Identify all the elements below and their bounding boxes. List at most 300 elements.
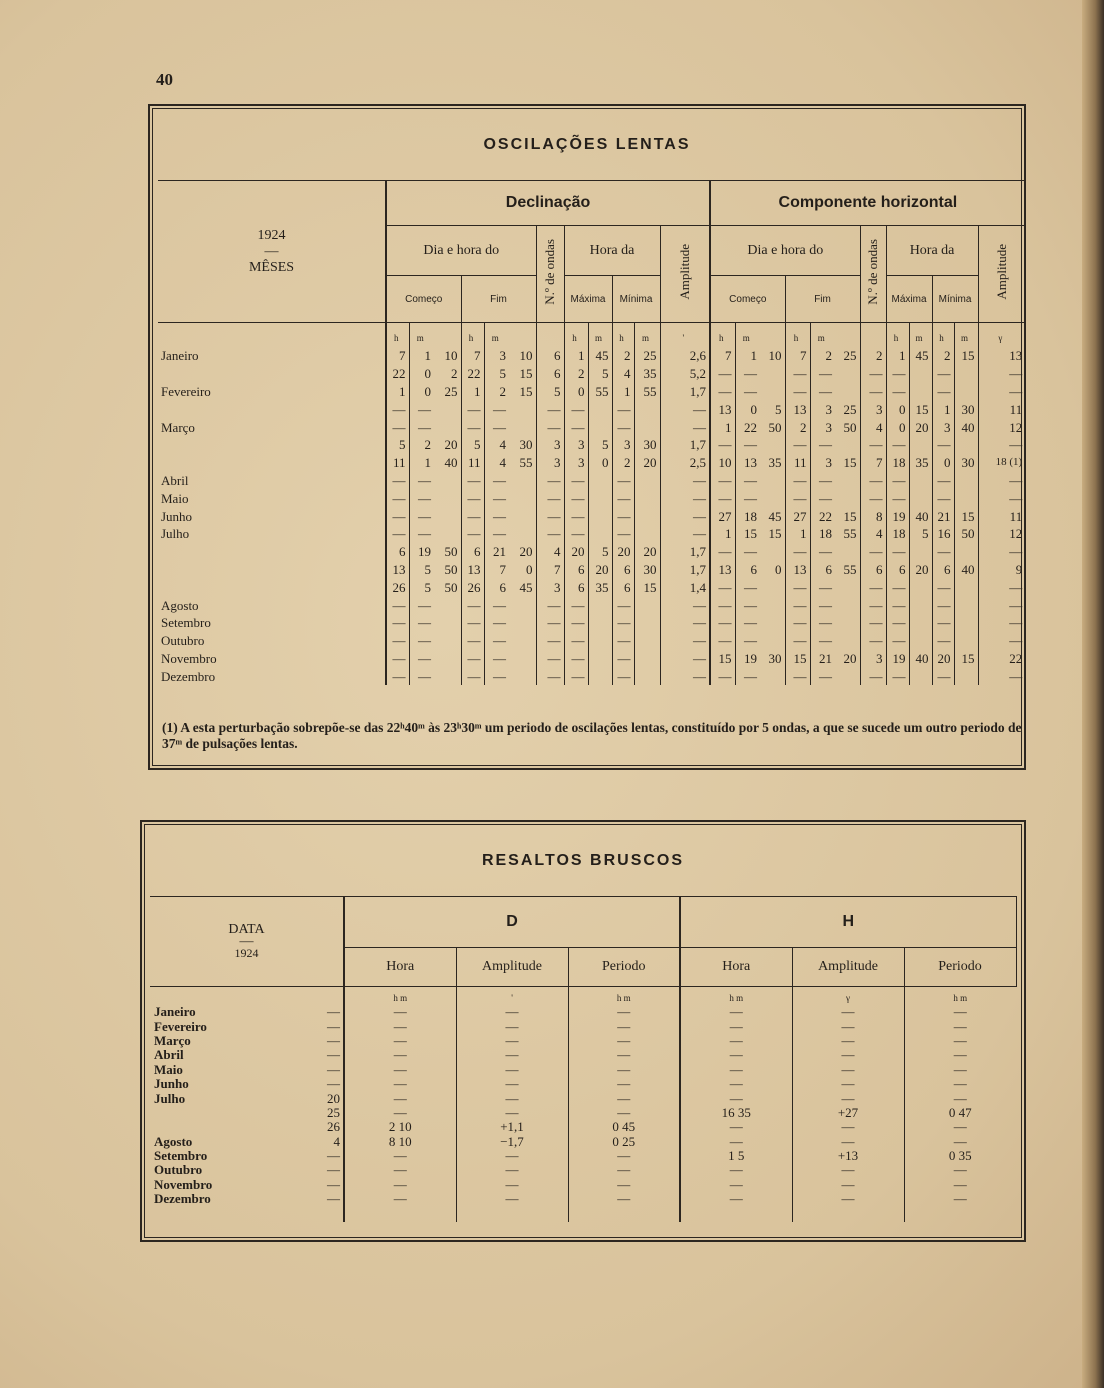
data-cell: 15 <box>843 508 857 524</box>
data-cell: — <box>568 1163 680 1177</box>
month-label: Novembro <box>158 650 386 668</box>
data-cell: — <box>386 400 409 418</box>
table-row <box>158 347 1025 365</box>
data-cell: −1,7 <box>456 1135 568 1149</box>
data-cell <box>434 614 461 632</box>
data-cell: 1,7 <box>660 561 710 579</box>
data-cell: — <box>461 489 484 507</box>
month-label: Dezembro <box>158 667 386 685</box>
data-cell: 3 <box>564 454 588 472</box>
data-cell: — <box>409 418 434 436</box>
table-row <box>158 614 1025 632</box>
data-cell: 5 <box>536 383 564 401</box>
data-cell: 13 <box>785 400 810 418</box>
data-cell: — <box>484 489 509 507</box>
data-cell: — <box>792 1019 904 1033</box>
month-label: Junho <box>154 1076 189 1092</box>
data-cell <box>434 472 461 490</box>
data-cell: 2,5 <box>660 454 710 472</box>
data-cell: 7 <box>860 454 886 472</box>
data-cell: — <box>904 1178 1016 1192</box>
data-cell: — <box>409 472 434 490</box>
unit-cell: γ <box>978 323 1025 348</box>
dec-minima-header: Mínima <box>612 276 660 323</box>
data-cell: — <box>461 400 484 418</box>
dec-hora-da-header: Hora da <box>564 226 660 276</box>
data-cell: — <box>810 578 835 596</box>
unit-cell <box>536 323 564 348</box>
data-cell <box>760 365 785 383</box>
data-cell: 6 <box>484 578 509 596</box>
table-row <box>158 507 1025 525</box>
data-cell <box>954 383 978 401</box>
data-cell: 12 <box>978 418 1025 436</box>
data-cell: — <box>456 1077 568 1091</box>
data-cell: 3 <box>810 418 835 436</box>
month-label: Maio <box>154 1061 183 1077</box>
data-cell <box>634 525 660 543</box>
data-cell: — <box>680 1091 792 1105</box>
data-cell: — <box>484 614 509 632</box>
data-cell: — <box>792 1178 904 1192</box>
data-cell: 15 <box>785 650 810 668</box>
month-label <box>158 454 386 472</box>
data-cell: 30 <box>954 400 978 418</box>
data-cell: 50 <box>768 419 782 435</box>
data-cell: — <box>904 1048 1016 1062</box>
data-cell: — <box>660 596 710 614</box>
data-cell: — <box>810 596 835 614</box>
data-cell: — <box>860 596 886 614</box>
data-cell: 4 <box>860 418 886 436</box>
data-cell: — <box>710 596 735 614</box>
unit-cell <box>860 323 886 348</box>
data-cell: — <box>785 543 810 561</box>
data-cell: — <box>735 667 760 685</box>
data-cell: — <box>680 1048 792 1062</box>
month-label <box>158 561 386 579</box>
data-cell: 13 <box>710 561 735 579</box>
data-cell: — <box>409 614 434 632</box>
table-row <box>158 525 1025 543</box>
data-cell: — <box>810 543 835 561</box>
data-cell <box>909 472 932 490</box>
data-cell: 13 <box>785 561 810 579</box>
unit-cell <box>509 323 536 348</box>
data-cell <box>509 596 536 614</box>
data-cell: 7 <box>386 347 409 365</box>
data-cell: 1,7 <box>660 543 710 561</box>
data-cell: — <box>409 507 434 525</box>
data-cell: — <box>456 1106 568 1120</box>
data-cell: 15 <box>954 347 978 365</box>
data-cell: +1,1 <box>456 1120 568 1134</box>
data-cell: — <box>785 667 810 685</box>
data-cell <box>760 489 785 507</box>
month-label <box>158 365 386 383</box>
data-cell: — <box>409 489 434 507</box>
data-cell: — <box>386 489 409 507</box>
data-cell: 4 <box>612 365 634 383</box>
data-cell: 6 <box>564 561 588 579</box>
data-cell: — <box>386 418 409 436</box>
data-cell: — <box>978 365 1025 383</box>
data-cell: — <box>978 596 1025 614</box>
units-row <box>158 323 1025 348</box>
data-cell: 1 5 <box>680 1149 792 1163</box>
data-cell: 13 <box>386 561 409 579</box>
data-cell <box>760 614 785 632</box>
data-cell: 16 35 <box>680 1106 792 1120</box>
data-cell: — <box>344 1077 456 1091</box>
data-cell: — <box>860 543 886 561</box>
data-cell: 2 <box>860 347 886 365</box>
data-cell: — <box>932 614 954 632</box>
data-cell: — <box>612 614 634 632</box>
data-cell: — <box>904 1034 1016 1048</box>
month-label: Outubro <box>158 632 386 650</box>
data-cell: — <box>564 596 588 614</box>
declinacao-header: Declinação <box>386 181 710 226</box>
data-cell: 6 <box>612 578 634 596</box>
data-cell <box>909 436 932 454</box>
data-cell <box>909 489 932 507</box>
data-cell: — <box>680 1135 792 1149</box>
data-cell <box>909 614 932 632</box>
data-cell <box>588 596 612 614</box>
month-label: Fevereiro <box>158 383 386 401</box>
data-cell <box>835 383 860 401</box>
data-cell: 6 <box>810 561 835 579</box>
data-cell: 1 <box>932 400 954 418</box>
data-cell: — <box>344 1005 456 1019</box>
data-cell: 15 <box>843 455 857 471</box>
data-cell: 45 <box>768 508 782 524</box>
data-cell: 21 <box>810 650 835 668</box>
data-cell: 9 <box>978 561 1025 579</box>
data-cell: — <box>680 1077 792 1091</box>
data-cell <box>909 667 932 685</box>
d-amplitude-header: Amplitude <box>456 948 568 987</box>
data-cell <box>509 525 536 543</box>
data-cell <box>634 596 660 614</box>
unit-cell: h m <box>344 987 456 1006</box>
data-cell: 1 <box>461 383 484 401</box>
data-cell <box>835 436 860 454</box>
table-row <box>158 400 1025 418</box>
data-cell: 1,7 <box>660 436 710 454</box>
data-cell: — <box>461 632 484 650</box>
data-cell: — <box>932 436 954 454</box>
table-row <box>150 1034 1016 1048</box>
table-row <box>150 1192 1016 1206</box>
data-cell <box>954 596 978 614</box>
data-cell <box>835 667 860 685</box>
data-cell: 30 <box>519 437 533 453</box>
data-cell: 7 <box>484 561 509 579</box>
data-cell: 3 <box>612 436 634 454</box>
unit-cell: h <box>564 323 588 348</box>
data-cell <box>909 632 932 650</box>
data-cell: 1 <box>564 347 588 365</box>
data-cell: — <box>386 472 409 490</box>
month-label: Abril <box>158 472 386 490</box>
data-cell: — <box>978 578 1025 596</box>
unit-cell: m <box>409 323 434 348</box>
data-cell: 3 <box>810 400 835 418</box>
data-cell: — <box>860 383 886 401</box>
data-cell <box>909 383 932 401</box>
data-cell: — <box>564 632 588 650</box>
data-cell: — <box>456 1091 568 1105</box>
data-cell: 3 <box>932 418 954 436</box>
data-cell: 50 <box>444 561 458 577</box>
unit-cell: h <box>932 323 954 348</box>
month-label: Setembro <box>158 614 386 632</box>
data-cell: — <box>456 1063 568 1077</box>
data-cell: 1 <box>386 383 409 401</box>
data-cell: — <box>904 1135 1016 1149</box>
data-cell: — <box>860 472 886 490</box>
data-cell: 1 <box>785 525 810 543</box>
data-cell: 18 <box>886 525 909 543</box>
data-cell: 0 <box>886 400 909 418</box>
data-cell: 26 <box>461 578 484 596</box>
data-cell: — <box>461 418 484 436</box>
table-row <box>158 667 1025 685</box>
data-cell: — <box>904 1077 1016 1091</box>
data-cell: — <box>932 489 954 507</box>
data-cell: — <box>735 614 760 632</box>
data-cell: — <box>344 1034 456 1048</box>
data-label: DATA <box>228 922 265 937</box>
data-cell: — <box>886 667 909 685</box>
data-cell: 20 <box>564 543 588 561</box>
data-cell: — <box>680 1192 792 1206</box>
data-cell: — <box>409 525 434 543</box>
data-cell: 4 <box>860 525 886 543</box>
data-cell: 15 <box>735 525 760 543</box>
data-cell: — <box>612 525 634 543</box>
data-cell: — <box>810 383 835 401</box>
month-label: Fevereiro <box>154 1018 207 1034</box>
data-cell: — <box>810 632 835 650</box>
data-cell <box>634 667 660 685</box>
data-cell: — <box>564 400 588 418</box>
data-cell: 40 <box>954 561 978 579</box>
data-cell <box>954 365 978 383</box>
data-cell: 7 <box>785 347 810 365</box>
data-cell: — <box>735 365 760 383</box>
unit-cell <box>835 323 860 348</box>
data-cell: — <box>461 525 484 543</box>
data-cell <box>588 650 612 668</box>
data-cell: — <box>680 1019 792 1033</box>
data-cell: — <box>564 472 588 490</box>
data-cell: 13 <box>978 347 1025 365</box>
data-cell: — <box>710 578 735 596</box>
data-cell <box>634 507 660 525</box>
data-cell: — <box>978 614 1025 632</box>
data-header <box>150 897 344 987</box>
data-cell: 0 <box>564 383 588 401</box>
data-cell: 45 <box>519 579 533 595</box>
data-cell: — <box>978 489 1025 507</box>
table-row <box>158 418 1025 436</box>
dec-n-ondas-header <box>536 226 564 323</box>
data-cell: 10 <box>519 348 533 364</box>
data-cell: 15 <box>519 383 533 399</box>
data-cell: — <box>735 543 760 561</box>
unit-cell: γ <box>792 987 904 1006</box>
data-cell: 0 <box>526 561 533 577</box>
data-cell: — <box>564 418 588 436</box>
data-cell: — <box>710 632 735 650</box>
data-cell: 7 <box>536 561 564 579</box>
data-cell: — <box>461 650 484 668</box>
data-cell: — <box>344 1192 456 1206</box>
data-cell: — <box>785 472 810 490</box>
data-cell: 10 <box>768 348 782 364</box>
data-cell <box>835 365 860 383</box>
data-cell: 5 <box>409 578 434 596</box>
data-cell: — <box>932 667 954 685</box>
data-cell: — <box>904 1192 1016 1206</box>
blank-cell <box>150 1206 318 1222</box>
data-cell: — <box>932 472 954 490</box>
data-cell: 11 <box>785 454 810 472</box>
month-label: Março <box>158 418 386 436</box>
data-cell: — <box>536 632 564 650</box>
data-cell: 15 <box>954 507 978 525</box>
data-cell: 5,2 <box>660 365 710 383</box>
table-row <box>158 578 1025 596</box>
data-cell <box>509 667 536 685</box>
data-cell <box>835 632 860 650</box>
data-cell: — <box>461 472 484 490</box>
data-cell <box>954 578 978 596</box>
data-cell: — <box>710 365 735 383</box>
data-cell: — <box>536 418 564 436</box>
month-label: Setembro <box>154 1148 208 1164</box>
data-cell: — <box>536 614 564 632</box>
data-cell: — <box>386 507 409 525</box>
data-cell <box>909 543 932 561</box>
data-cell: — <box>792 1063 904 1077</box>
table-row <box>150 1019 1016 1033</box>
data-cell <box>909 365 932 383</box>
data-cell: — <box>409 596 434 614</box>
data-cell: 2 <box>409 436 434 454</box>
data-cell: — <box>680 1178 792 1192</box>
data-cell: — <box>785 596 810 614</box>
data-cell: — <box>860 614 886 632</box>
data-cell: 27 <box>710 507 735 525</box>
data-cell: 6 <box>536 347 564 365</box>
data-cell: — <box>409 632 434 650</box>
month-label: Dezembro <box>154 1191 211 1207</box>
unit-cell: m <box>810 323 835 348</box>
data-cell: — <box>886 543 909 561</box>
oscilacoes-table <box>158 180 1026 685</box>
month-label: Janeiro <box>154 1004 196 1020</box>
data-cell: 40 <box>444 455 458 471</box>
data-cell: 2 <box>612 454 634 472</box>
data-cell: — <box>344 1091 456 1105</box>
data-cell <box>760 578 785 596</box>
data-cell: — <box>810 365 835 383</box>
data-cell: 1 <box>409 347 434 365</box>
unit-cell: h <box>612 323 634 348</box>
data-cell: 12 <box>978 525 1025 543</box>
data-cell <box>434 507 461 525</box>
data-cell: — <box>904 1091 1016 1105</box>
data-cell: — <box>978 472 1025 490</box>
data-cell: 1 <box>886 347 909 365</box>
dec-maxima-header: Máxima <box>564 276 612 323</box>
data-cell: — <box>660 418 710 436</box>
data-cell: — <box>860 632 886 650</box>
data-cell <box>760 596 785 614</box>
data-cell: 40 <box>909 507 932 525</box>
data-cell <box>835 543 860 561</box>
dash-label: — <box>264 243 279 259</box>
table-row <box>158 543 1025 561</box>
data-cell <box>835 489 860 507</box>
data-cell: — <box>978 436 1025 454</box>
data-cell: — <box>710 489 735 507</box>
data-cell: — <box>461 614 484 632</box>
data-cell: 40 <box>909 650 932 668</box>
data-cell: — <box>612 596 634 614</box>
data-cell: 4 <box>484 454 509 472</box>
data-cell: — <box>386 525 409 543</box>
data-cell <box>760 472 785 490</box>
d-header: D <box>344 897 680 948</box>
data-cell <box>954 472 978 490</box>
data-cell: — <box>735 383 760 401</box>
data-cell: 13 <box>735 454 760 472</box>
data-cell <box>588 418 612 436</box>
data-cell <box>509 418 536 436</box>
data-cell: 18 <box>735 507 760 525</box>
data-cell: — <box>564 525 588 543</box>
data-cell: — <box>735 436 760 454</box>
data-cell: 15 <box>710 650 735 668</box>
data-cell <box>588 507 612 525</box>
data-cell: 5 <box>461 436 484 454</box>
data-cell: 21 <box>484 543 509 561</box>
dec-n-ondas-text: N.º de ondas <box>542 238 557 305</box>
data-cell: 35 <box>588 578 612 596</box>
data-cell: — <box>409 400 434 418</box>
data-cell: 26 <box>386 578 409 596</box>
data-cell: — <box>612 400 634 418</box>
data-cell: 10 <box>444 348 458 364</box>
data-cell: 6 <box>932 561 954 579</box>
year-month-header <box>158 181 386 323</box>
comp-hora-da-header: Hora da <box>886 226 978 276</box>
data-cell <box>509 507 536 525</box>
data-cell: 22 <box>735 418 760 436</box>
data-cell: — <box>710 383 735 401</box>
data-cell: — <box>932 365 954 383</box>
day-label: 4 <box>318 1135 344 1149</box>
data-cell: 1 <box>735 347 760 365</box>
data-cell: 0 25 <box>568 1135 680 1149</box>
data-cell <box>588 632 612 650</box>
data-cell <box>760 543 785 561</box>
